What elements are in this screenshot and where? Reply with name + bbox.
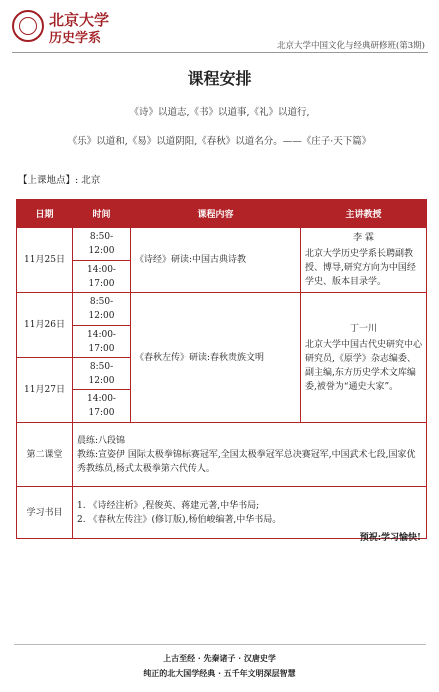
location-value: 北京 xyxy=(81,175,101,186)
date-cell: 11月26日 xyxy=(17,293,73,358)
professor-name: 李 霖 xyxy=(353,233,374,243)
course-cell: 《春秋左传》研读:春秋贵族文明 xyxy=(131,293,301,423)
table-row xyxy=(17,228,427,261)
professor-desc: 北京大学中国古代史研究中心研究员,《原学》杂志编委、副主编,东方历史学术文库编委,被誉为“通史大家”。 xyxy=(305,339,423,392)
second-class-cell xyxy=(73,423,427,487)
professor-cell xyxy=(301,228,427,293)
professor-name: 丁一川 xyxy=(349,323,377,334)
header-date: 日期 xyxy=(17,200,73,228)
second-class-label: 第二课堂 xyxy=(17,423,73,487)
date-cell: 11月25日 xyxy=(17,228,73,293)
date-cell: 11月27日 xyxy=(17,358,73,423)
footer-line-2: 纯正的北大国学经典 · 五千年文明深层智慧 xyxy=(143,668,296,678)
quote-line-2: 《乐》以道和,《易》以道阴阳,《春秋》以道名分。——《庄子·天下篇》 xyxy=(67,136,372,147)
time-cell: 14:00-17:00 xyxy=(73,326,131,358)
book-item: 2. 《春秋左传注》(修订版),杨伯峻编著,中华书局。 xyxy=(77,514,282,525)
course-cell: 《诗经》研读:中国古典诗教 xyxy=(131,228,301,293)
professor-cell xyxy=(301,293,427,423)
location-label: 【上课地点】: xyxy=(18,175,79,186)
quote-line-1: 《诗》以道志,《书》以道事,《礼》以道行, xyxy=(129,107,310,118)
time-cell: 14:00-17:00 xyxy=(73,261,131,293)
table-row xyxy=(17,293,427,326)
professor-desc: 北京大学历史学系长聘副教授、博导,研究方向为中国经学史、版本目录学。 xyxy=(305,249,416,287)
footer-line-1: 上古至经 · 先秦诸子 · 汉唐史学 xyxy=(163,653,276,663)
header-time: 时间 xyxy=(73,200,131,228)
books-label: 学习书目 xyxy=(17,487,73,539)
greeting: 预祝:学习愉快! xyxy=(359,533,421,543)
table-header-row xyxy=(17,200,427,228)
page-title: 课程安排 xyxy=(187,69,252,88)
header-professor: 主讲教授 xyxy=(301,200,427,228)
logo-line2: 历史学系 xyxy=(49,31,102,46)
second-class-line-2: 教练:宣姿伊 国际太极拳锦标赛冠军,全国太极拳冠军总决赛冠军,中国武术七段,国家优秀教练员,杨式太极拳第六代传人。 xyxy=(77,449,416,474)
pku-history-logo xyxy=(12,10,132,46)
second-class-line-1: 晨练:八段锦 xyxy=(77,435,126,446)
location xyxy=(18,172,100,186)
page-header xyxy=(0,0,439,50)
time-cell: 8:50-12:00 xyxy=(73,228,131,261)
logo-line1: 北京大学 xyxy=(49,11,110,29)
time-cell: 8:50-12:00 xyxy=(73,358,131,390)
time-cell: 8:50-12:00 xyxy=(73,293,131,326)
schedule-table xyxy=(16,199,427,539)
footer-divider xyxy=(14,644,426,645)
book-item: 1. 《诗经注析》,程俊英、蒋建元著,中华书局; xyxy=(77,500,260,511)
table-row xyxy=(17,423,427,487)
class-title: 北京大学中国文化与经典研修班(第3期) xyxy=(276,41,425,51)
pku-seal-icon xyxy=(12,10,44,42)
header-course: 课程内容 xyxy=(131,200,301,228)
time-cell: 14:00-17:00 xyxy=(73,390,131,423)
header-divider xyxy=(12,52,428,53)
